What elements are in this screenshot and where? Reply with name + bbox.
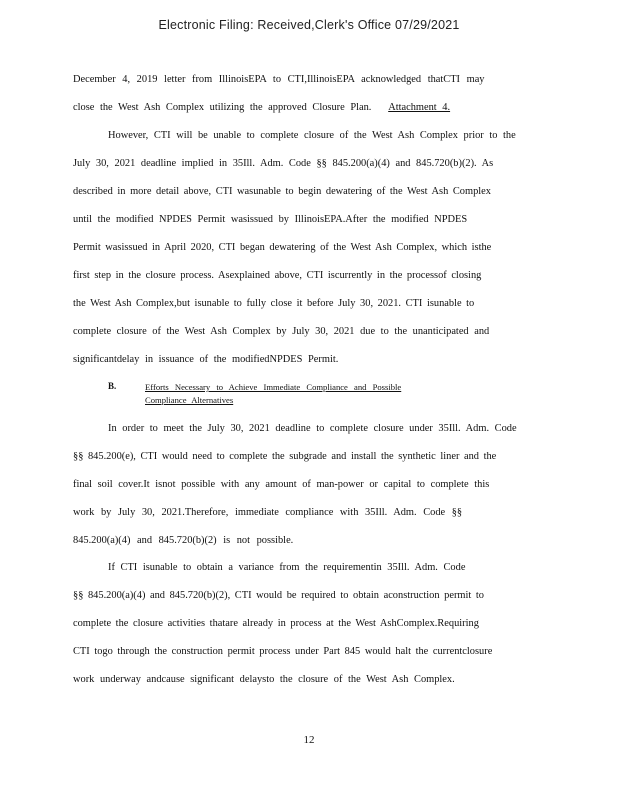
body-line: In order to meet the July 30, 2021 deadline to complete closure under 35Ill. Adm. Code	[108, 423, 517, 434]
page-number: 12	[303, 734, 315, 746]
body-line: the West Ash Complex,but isunable to fully close it before July 30, 2021. CTI isunable to	[73, 298, 475, 309]
body-line: complete closure of the West Ash Complex by July 30, 2021 due to the unanticipated and	[73, 326, 490, 337]
body-line: 845.200(a)(4) and 845.720(b)(2) is not possible.	[73, 535, 294, 546]
body-line: final soil cover.It isnot possible with any amount of man-power or capital to complete this	[73, 479, 490, 490]
body-line	[73, 102, 450, 114]
body-line: §§ 845.200(a)(4) and 845.720(b)(2), CTI would be required to obtain aconstruction permit to	[73, 590, 484, 601]
section-heading-line1: Efforts Necessary to Achieve Immediate Compliance and Possible	[145, 382, 402, 392]
attachment-reference: Attachment 4.	[388, 102, 451, 113]
body-line: complete the closure activities thatare already in process at the West AshComplex.Requiring	[73, 618, 479, 629]
section-heading-line2: Compliance Alternatives	[145, 395, 234, 405]
body-line: If CTI isunable to obtain a variance from the requirementin 35Ill. Adm. Code	[108, 562, 466, 573]
body-line-text: close the West Ash Complex utilizing the approved Closure Plan.	[73, 102, 372, 113]
section-letter: B.	[108, 381, 117, 391]
body-line: CTI togo through the construction permit process under Part 845 would halt the currentclosure	[73, 646, 493, 657]
body-line: July 30, 2021 deadline implied in 35Ill. Adm. Code §§ 845.200(a)(4) and 845.720(b)(2). As	[73, 158, 494, 169]
body-line: Permit wasissued in April 2020, CTI began dewatering of the West Ash Complex, which isthe	[73, 242, 492, 253]
body-line: significantdelay in issuance of the modifiedNPDES Permit.	[73, 354, 339, 365]
body-line: work underway andcause significant delaysto the closure of the West Ash Complex.	[73, 674, 455, 685]
body-line: §§ 845.200(e), CTI would need to complete the subgrade and install the synthetic liner and the	[73, 451, 497, 462]
body-line: work by July 30, 2021.Therefore, immediate compliance with 35Ill. Adm. Code §§	[73, 507, 463, 518]
filing-stamp-header: Electronic Filing: Received,Clerk's Office 07/29/2021	[158, 18, 460, 32]
body-line: first step in the closure process. Asexplained above, CTI iscurrently in the processof closing	[73, 270, 482, 281]
body-line: until the modified NPDES Permit wasissued by IllinoisEPA.After the modified NPDES	[73, 214, 468, 225]
body-line: described in more detail above, CTI wasunable to begin dewatering of the West Ash Complex	[73, 186, 491, 197]
body-line: December 4, 2019 letter from IllinoisEPA to CTI,IllinoisEPA acknowledged thatCTI may	[73, 74, 485, 85]
body-line: However, CTI will be unable to complete closure of the West Ash Complex prior to the	[108, 130, 516, 141]
